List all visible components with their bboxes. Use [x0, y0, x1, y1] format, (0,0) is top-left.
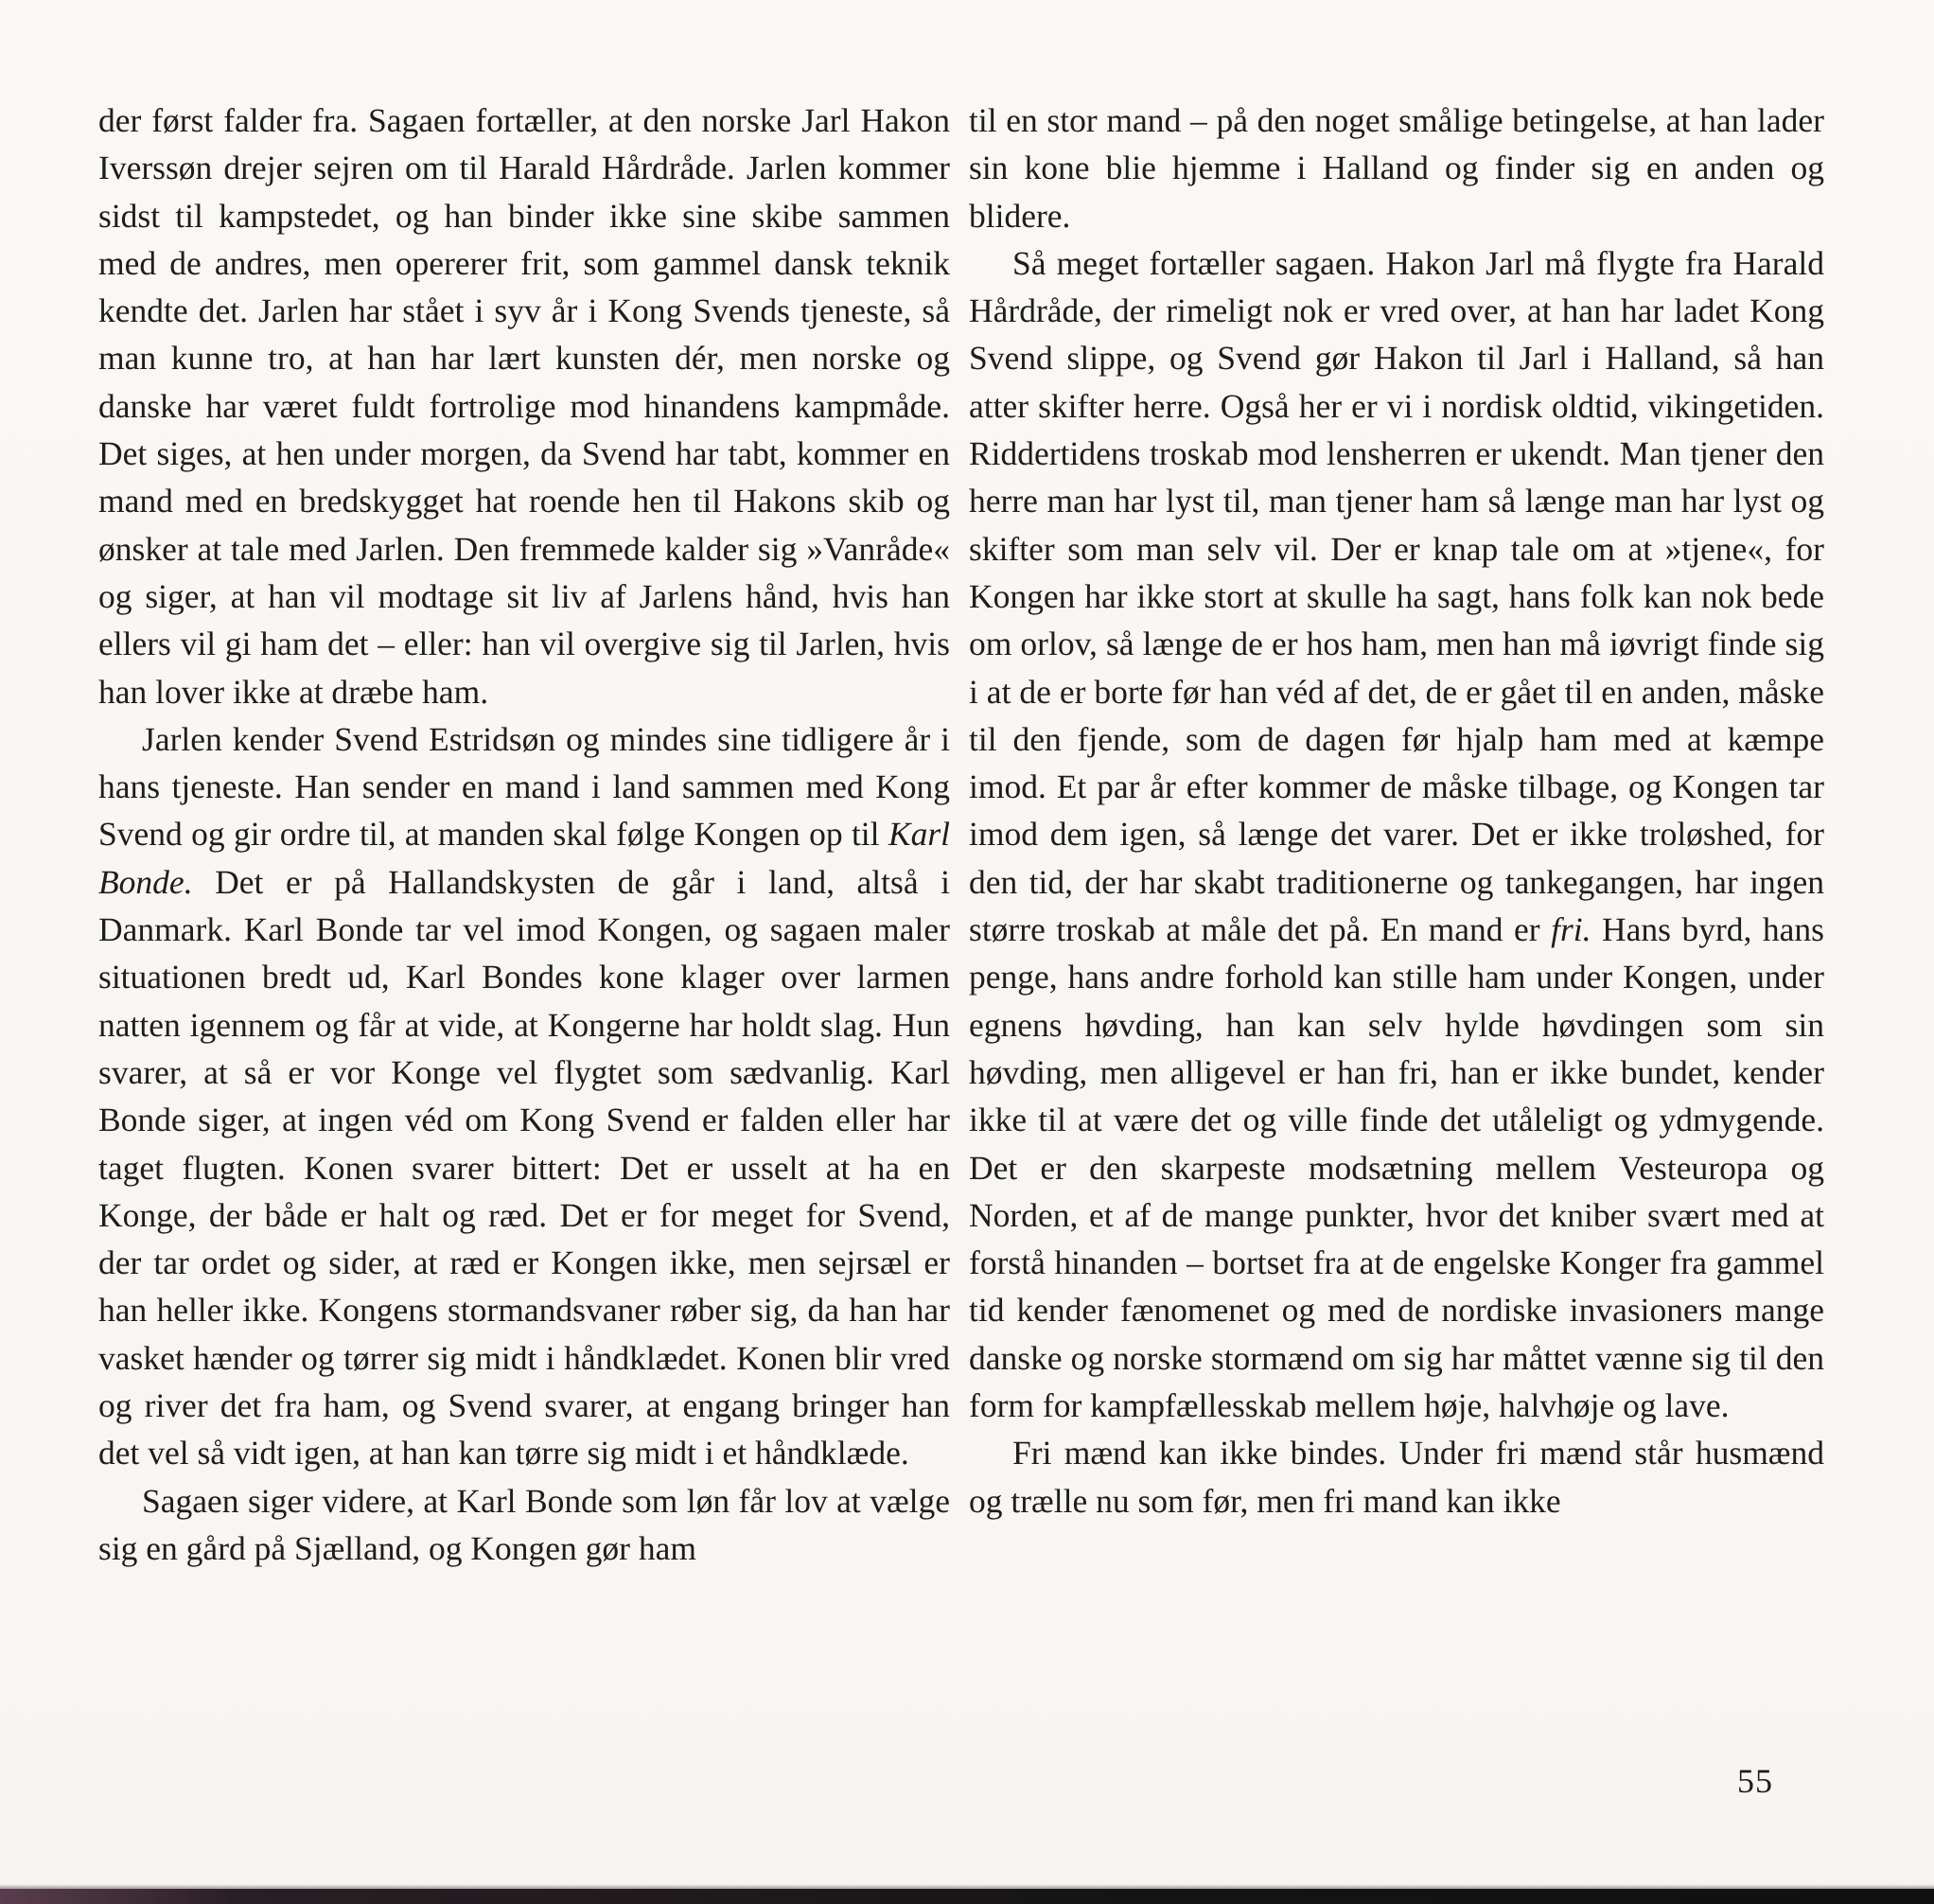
paragraph-2 [98, 715, 950, 1477]
paragraph-4: til en stor mand – på den noget smålige betingelse, at han lader sin kone blie hjemme i Halland og finder sig en anden og blidere. [969, 101, 1824, 235]
paragraph-5-rest: Hans byrd, hans penge, hans andre forhold kan stille ham under Kongen, under egnens høvding, han kan selv hylde høvdingen som sin høvding, men alligevel er han fri, han er ikke bundet, kender ikke til at være det og ville finde det utåleligt og ydmygende. Det er den skarpeste modsætning mellem Vesteuropa og Norden, et af de mange punkter, hvor det kniber svært med at forstå hinanden – bortset fra at de engelske Konger fra gammel tid kender fænomenet og med de nordiske invasioners mange danske og norske stormænd om sig har måttet vænne sig til den form for kampfællesskab mellem høje, halvhøje og lave. [969, 910, 1824, 1425]
paragraph-2-rest: Det er på Hallandskysten de går i land, altså i Danmark. Karl Bonde tar vel imod Kongen, og sagaen maler situationen bredt ud, Karl Bondes kone klager over larmen natten igennem og får at vide, at Kongerne har holdt slag. Hun svarer, at så er vor Konge vel flygtet som sædvanlig. Karl Bonde siger, at ingen véd om Kong Svend er falden eller har taget flugten. Konen svarer bittert: Det er usselt at ha en Konge, der både er halt og ræd. Det er for meget for Svend, der tar ordet og sider, at ræd er Kongen ikke, men sejrsæl er han heller ikke. Kongens stormandsvaner røber sig, da han har vasket hænder og tørrer sig midt i håndklædet. Konen blir vred og river det fra ham, og Svend svarer, at engang bringer han det vel så vidt igen, at han kan tørre sig midt i et håndklæde. [98, 862, 950, 1472]
paragraph-3: Sagaen siger videre, at Karl Bonde som løn får lov at vælge sig en gård på Sjælland, og Kongen gør ham [98, 1481, 950, 1567]
paragraph-5 [969, 239, 1824, 1429]
paragraph-6: Fri mænd kan ikke bindes. Under fri mænd står husmænd og trælle nu som før, men fri mand kan ikke [969, 1434, 1824, 1520]
paragraph-5-start: Så meget fortæller sagaen. Hakon Jarl må flygte fra Harald Hårdråde, der rimeligt nok er vred over, at han har ladet Kong Svend slippe, og Svend gør Hakon til Jarl i Halland, så han atter skifter herre. Også her er vi i nordisk oldtid, vikingetiden. Riddertidens troskab mod lensherren er ukendt. Man tjener den herre man har lyst til, man tjener ham så længe man har lyst og skifter som man selv vil. Der er knap tale om at »tjene«, for Kongen har ikke stort at skulle ha sagt, hans folk kan nok bede om orlov, så længe de er hos ham, men han må iøvrigt finde sig i at de er borte før han véd af det, de er gået til en anden, måske til den fjende, som de dagen før hjalp ham med at kæmpe imod. Et par år efter kommer de måske tilbage, og Kongen tar imod dem igen, så længe det varer. Det er ikke troløshed, for den tid, der har skabt traditionerne og tankegangen, har ingen større troskab at måle det på. En mand er [969, 243, 1824, 949]
paragraph-2-start: Jarlen kender Svend Estridsøn og mindes sine tidligere år i hans tjeneste. Han sender en mand i land sammen med Kong Svend og gir ordre til, at manden skal følge Kongen op til [98, 719, 950, 854]
page-number: 55 [1737, 1762, 1773, 1800]
left-text-column [98, 97, 950, 1572]
fri-italic: fri. [1551, 910, 1591, 949]
page-bottom-edge [0, 1889, 1934, 1904]
right-text-column [969, 97, 1824, 1525]
paragraph-1: der først falder fra. Sagaen fortæller, at den norske Jarl Hakon Iverssøn drejer sejren om til Harald Hårdråde. Jarlen kommer sidst til kampstedet, og han binder ikke sine skibe sammen med de andres, men opererer frit, som gammel dansk teknik kendte det. Jarlen har stået i syv år i Kong Svends tjeneste, så man kunne tro, at han har lært kunsten dér, men norske og danske har været fuldt fortrolige mod hinandens kampmåde. Det siges, at hen under morgen, da Svend har tabt, kommer en mand med en bredskygget hat roende hen til Hakons skib og ønsker at tale med Jarlen. Den fremmede kalder sig »Vanråde« og siger, at han vil modtage sit liv af Jarlens hånd, hvis han ellers vil gi ham det – eller: han vil overgive sig til Jarlen, hvis han lover ikke at dræbe ham. [98, 101, 950, 711]
karl-bonde-italic: Karl Bonde. [98, 815, 950, 901]
